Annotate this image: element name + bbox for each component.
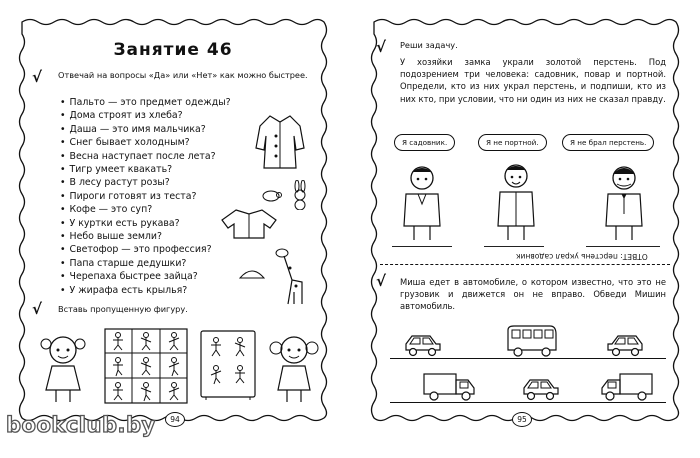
task-instruction: Отвечай на вопросы «Да» или «Нет» как можно быстрее. [58, 70, 308, 80]
task-heading: Реши задачу. [400, 40, 458, 50]
check-mark-icon: √ [32, 300, 43, 318]
coat-illustration [252, 112, 308, 170]
pie-illustration [238, 264, 266, 282]
turtle-illustration [260, 188, 282, 202]
section-divider [380, 264, 670, 265]
lesson-title: Занятие 46 [113, 40, 233, 60]
road-line [390, 402, 666, 403]
question-item: • Весна наступает после лета? [60, 150, 260, 163]
question-item: • Снег бывает холодным? [60, 136, 260, 149]
road-line [390, 358, 666, 359]
speech-bubble: Я не портной. [478, 134, 547, 151]
question-item: • У куртки есть рукава? [60, 217, 260, 230]
question-item: • Дома строят из хлеба? [60, 109, 260, 122]
left-page [14, 14, 332, 426]
question-item: • Папа старше дедушки? [60, 257, 260, 270]
answer-upside-down: ОТВЕТ: перстень украл садовник [516, 252, 648, 261]
right-page [366, 14, 684, 426]
question-item: • Черепаха быстрее зайца? [60, 270, 260, 283]
question-list [60, 96, 260, 297]
task-text: У хозяйки замка украли золотой перстень. Под подозрением три человека: садовник, повар и портной. Определи, кто из них украл перстень, и подпиши, кто из них кто, при условии, что ни один из них не сказал правду. [400, 57, 666, 104]
task-text: Миша едет в автомобиле, о котором известно, что это не грузовик и движется он не вправо. Обведи Мишин автомобиль. [400, 277, 666, 312]
question-item: • Светофор — это профессия? [60, 243, 260, 256]
question-item: • Небо выше земли? [60, 230, 260, 243]
bus-right-icon[interactable] [506, 322, 558, 358]
man-illustration [602, 164, 646, 242]
answer-line[interactable] [484, 246, 544, 247]
question-item: • Пальто — это предмет одежды? [60, 96, 260, 109]
car-right-icon[interactable] [606, 330, 646, 358]
question-item: • В лесу растут розы? [60, 176, 260, 189]
hare-illustration [290, 180, 310, 210]
answer-choices[interactable] [200, 330, 256, 400]
figure-grid [104, 328, 188, 404]
girl-illustration [36, 332, 90, 404]
question-item: • Даша — это имя мальчика? [60, 123, 260, 136]
check-mark-icon: √ [376, 38, 387, 56]
answer-line[interactable] [392, 246, 452, 247]
giraffe-illustration [272, 246, 306, 306]
man-illustration [400, 164, 444, 242]
page-number: 94 [165, 412, 185, 427]
watermark-logo: bookclub.by [6, 413, 156, 437]
check-mark-icon: √ [32, 68, 43, 86]
question-item: • Пироги готовят из теста? [60, 190, 260, 203]
car-left-icon[interactable] [520, 374, 560, 402]
car-left-icon[interactable] [402, 330, 442, 358]
truck-left-icon[interactable] [598, 370, 654, 402]
truck-right-icon[interactable] [422, 370, 478, 402]
speech-bubble: Я садовник. [394, 134, 455, 151]
task-instruction: Вставь пропущенную фигуру. [58, 304, 188, 314]
jacket-illustration [220, 206, 278, 240]
check-mark-icon: √ [376, 272, 387, 290]
answer-line[interactable] [586, 246, 660, 247]
man-illustration [494, 160, 538, 242]
question-item: • Тигр умеет квакать? [60, 163, 260, 176]
page-number: 95 [512, 412, 532, 427]
question-item: • У жирафа есть крылья? [60, 284, 260, 297]
girl-illustration [266, 332, 322, 404]
question-item: • Кофе — это суп? [60, 203, 260, 216]
speech-bubble: Я не брал перстень. [562, 134, 654, 151]
